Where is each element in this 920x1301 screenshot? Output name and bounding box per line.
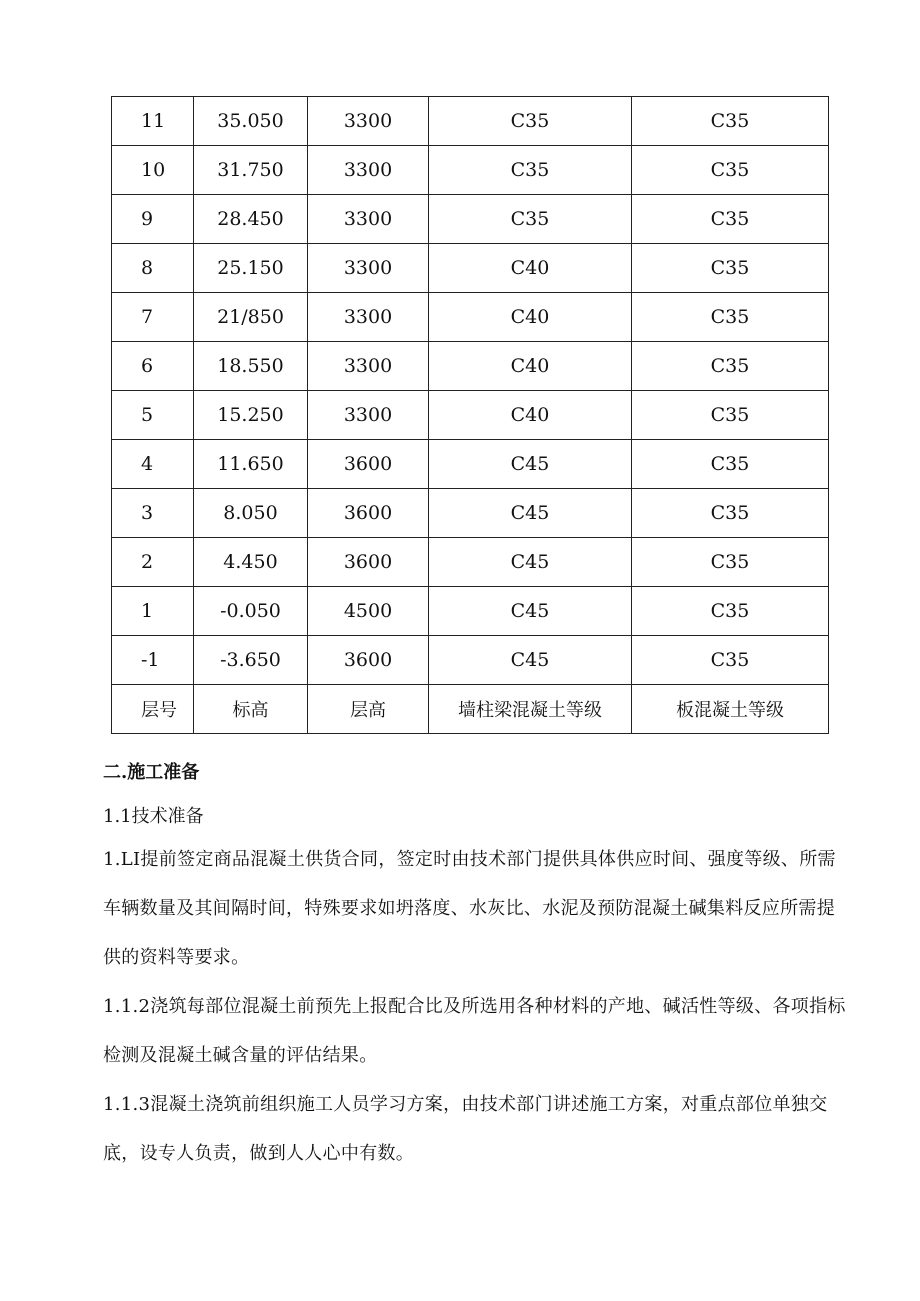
cell-slab-grade: C35 [632, 293, 829, 342]
paragraph-1-1-3: 1.1.3混凝土浇筑前组织施工人员学习方案，由技术部门讲述施工方案，对重点部位单独交底，设专人负责，做到人人心中有数。 [103, 1094, 828, 1164]
cell-height: 3300 [308, 195, 429, 244]
table-row [112, 636, 829, 685]
cell-floor: 8 [112, 244, 194, 293]
cell-floor: 7 [112, 293, 194, 342]
table-row [112, 391, 829, 440]
cell-slab-grade: C35 [632, 636, 829, 685]
document-body [103, 758, 853, 1178]
cell-height: 3300 [308, 97, 429, 146]
cell-elevation: -0.050 [194, 587, 308, 636]
cell-wall-grade: C40 [429, 342, 632, 391]
cell-elevation: 35.050 [194, 97, 308, 146]
cell-slab-grade: C35 [632, 195, 829, 244]
cell-floor: 2 [112, 538, 194, 587]
cell-floor: 1 [112, 587, 194, 636]
cell-height: 3600 [308, 538, 429, 587]
cell-wall-grade: C35 [429, 146, 632, 195]
cell-floor: 5 [112, 391, 194, 440]
table-body [112, 97, 829, 734]
cell-slab-grade: C35 [632, 391, 829, 440]
cell-wall-grade: C40 [429, 244, 632, 293]
cell-height: 3300 [308, 342, 429, 391]
table-row [112, 538, 829, 587]
cell-wall-grade: C45 [429, 636, 632, 685]
cell-floor: 11 [112, 97, 194, 146]
header-cell-slab-grade: 板混凝土等级 [632, 685, 829, 734]
cell-wall-grade: C45 [429, 440, 632, 489]
section-heading: 二.施工准备 [103, 762, 200, 783]
header-cell-height: 层高 [308, 685, 429, 734]
cell-height: 3300 [308, 293, 429, 342]
cell-height: 3300 [308, 244, 429, 293]
cell-elevation: 4.450 [194, 538, 308, 587]
table-row [112, 293, 829, 342]
header-cell-wall-grade: 墙柱梁混凝土等级 [429, 685, 632, 734]
table-row [112, 244, 829, 293]
cell-floor: 3 [112, 489, 194, 538]
cell-slab-grade: C35 [632, 97, 829, 146]
cell-height: 3300 [308, 146, 429, 195]
cell-slab-grade: C35 [632, 440, 829, 489]
cell-slab-grade: C35 [632, 342, 829, 391]
cell-wall-grade: C45 [429, 538, 632, 587]
cell-slab-grade: C35 [632, 489, 829, 538]
concrete-grade-table [111, 96, 829, 734]
cell-elevation: 31.750 [194, 146, 308, 195]
table-header-row [112, 685, 829, 734]
cell-elevation: 21/850 [194, 293, 308, 342]
table-row [112, 146, 829, 195]
cell-elevation: -3.650 [194, 636, 308, 685]
cell-wall-grade: C40 [429, 391, 632, 440]
paragraph-1-1-2: 1.1.2浇筑每部位混凝土前预先上报配合比及所选用各种材料的产地、碱活性等级、各项指标检测及混凝土碱含量的评估结果。 [103, 996, 846, 1066]
sub-heading: 1.1技术准备 [103, 806, 204, 827]
cell-wall-grade: C35 [429, 97, 632, 146]
cell-elevation: 18.550 [194, 342, 308, 391]
cell-floor: 9 [112, 195, 194, 244]
cell-floor: 6 [112, 342, 194, 391]
cell-height: 3600 [308, 440, 429, 489]
cell-wall-grade: C40 [429, 293, 632, 342]
cell-wall-grade: C45 [429, 489, 632, 538]
cell-height: 3300 [308, 391, 429, 440]
table-row [112, 342, 829, 391]
header-cell-floor: 层号 [112, 685, 194, 734]
cell-slab-grade: C35 [632, 587, 829, 636]
cell-floor: -1 [112, 636, 194, 685]
cell-slab-grade: C35 [632, 244, 829, 293]
cell-floor: 4 [112, 440, 194, 489]
paragraph-1-1-1: 1.LI提前签定商品混凝土供货合同，签定时由技术部门提供具体供应时间、强度等级、所需车辆数量及其间隔时间，特殊要求如坍落度、水灰比、水泥及预防混凝土碱集料反应所需提供的资料等要求。 [103, 849, 836, 968]
table-row [112, 440, 829, 489]
cell-elevation: 8.050 [194, 489, 308, 538]
table-row [112, 97, 829, 146]
cell-height: 4500 [308, 587, 429, 636]
cell-elevation: 25.150 [194, 244, 308, 293]
table-row [112, 587, 829, 636]
cell-slab-grade: C35 [632, 146, 829, 195]
cell-floor: 10 [112, 146, 194, 195]
cell-elevation: 11.650 [194, 440, 308, 489]
header-cell-elevation: 标高 [194, 685, 308, 734]
cell-wall-grade: C45 [429, 587, 632, 636]
cell-slab-grade: C35 [632, 538, 829, 587]
cell-height: 3600 [308, 489, 429, 538]
cell-wall-grade: C35 [429, 195, 632, 244]
cell-elevation: 15.250 [194, 391, 308, 440]
cell-height: 3600 [308, 636, 429, 685]
cell-elevation: 28.450 [194, 195, 308, 244]
table-row [112, 195, 829, 244]
table-row [112, 489, 829, 538]
